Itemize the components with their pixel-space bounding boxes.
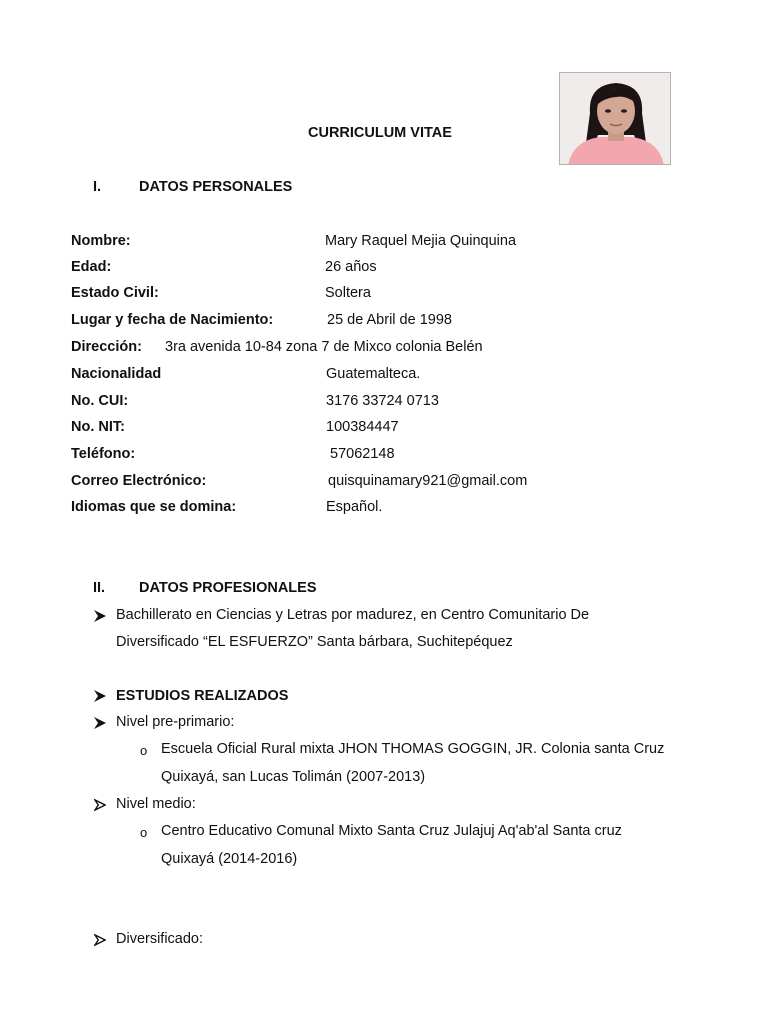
field-value: Guatemalteca. — [326, 366, 421, 382]
field-value: 57062148 — [330, 446, 395, 462]
study-level: Diversificado: — [116, 931, 204, 947]
study-item-line: Quixayá, san Lucas Tolimán (2007-2013) — [161, 769, 426, 785]
page-title: CURRICULUM VITAE — [308, 125, 452, 141]
field-value: 3176 33724 0713 — [326, 393, 439, 409]
study-level: Nivel medio: — [116, 796, 196, 812]
study-item-line: Escuela Oficial Rural mixta JHON THOMAS GOGGIN, JR. Colonia santa Cruz — [161, 741, 665, 757]
study-item-line: Quixayá (2014-2016) — [161, 851, 298, 867]
circle-bullet-icon: o — [140, 825, 148, 840]
field-label: Estado Civil: — [71, 285, 159, 301]
field-label: Edad: — [71, 259, 112, 275]
circle-bullet-icon: o — [140, 743, 148, 758]
arrow-bullet-icon — [93, 609, 107, 623]
field-label: Lugar y fecha de Nacimiento: — [71, 312, 274, 328]
arrow-bullet-icon — [94, 934, 106, 946]
field-value: 26 años — [325, 259, 377, 275]
arrow-bullet-icon — [93, 689, 107, 703]
profession-line: Diversificado “EL ESFUERZO” Santa bárbara, Suchitepéquez — [116, 634, 513, 650]
study-level: Nivel pre-primario: — [116, 714, 235, 730]
section-number: I. — [93, 179, 102, 195]
field-value: quisquinamary921@gmail.com — [328, 473, 528, 489]
field-value: 100384447 — [326, 419, 399, 435]
study-item-line: Centro Educativo Comunal Mixto Santa Cruz Julajuj Aq'ab'al Santa cruz — [161, 823, 622, 839]
profession-line: Bachillerato en Ciencias y Letras por madurez, en Centro Comunitario De — [116, 607, 590, 623]
field-value: Mary Raquel Mejia Quinquina — [325, 233, 517, 249]
arrow-bullet-icon — [94, 799, 106, 811]
arrow-bullet-icon — [93, 716, 107, 730]
field-label: Idiomas que se domina: — [71, 499, 237, 515]
field-label: Dirección: — [71, 339, 142, 355]
section-number: II. — [93, 580, 106, 596]
studies-heading: ESTUDIOS REALIZADOS — [116, 688, 289, 704]
field-label: Correo Electrónico: — [71, 473, 207, 489]
field-value: Español. — [326, 499, 383, 515]
person-photo-icon — [560, 73, 671, 165]
field-label: Nacionalidad — [71, 366, 162, 382]
field-label: No. CUI: — [71, 393, 129, 409]
profile-photo — [559, 72, 671, 165]
field-label: No. NIT: — [71, 419, 125, 435]
section-heading: DATOS PROFESIONALES — [139, 580, 317, 596]
field-value: Soltera — [325, 285, 371, 301]
field-label: Teléfono: — [71, 446, 136, 462]
field-label: Nombre: — [71, 233, 131, 249]
section-heading: DATOS PERSONALES — [139, 179, 293, 195]
field-value: 25 de Abril de 1998 — [327, 312, 452, 328]
field-value: 3ra avenida 10-84 zona 7 de Mixco colonia Belén — [165, 339, 483, 355]
